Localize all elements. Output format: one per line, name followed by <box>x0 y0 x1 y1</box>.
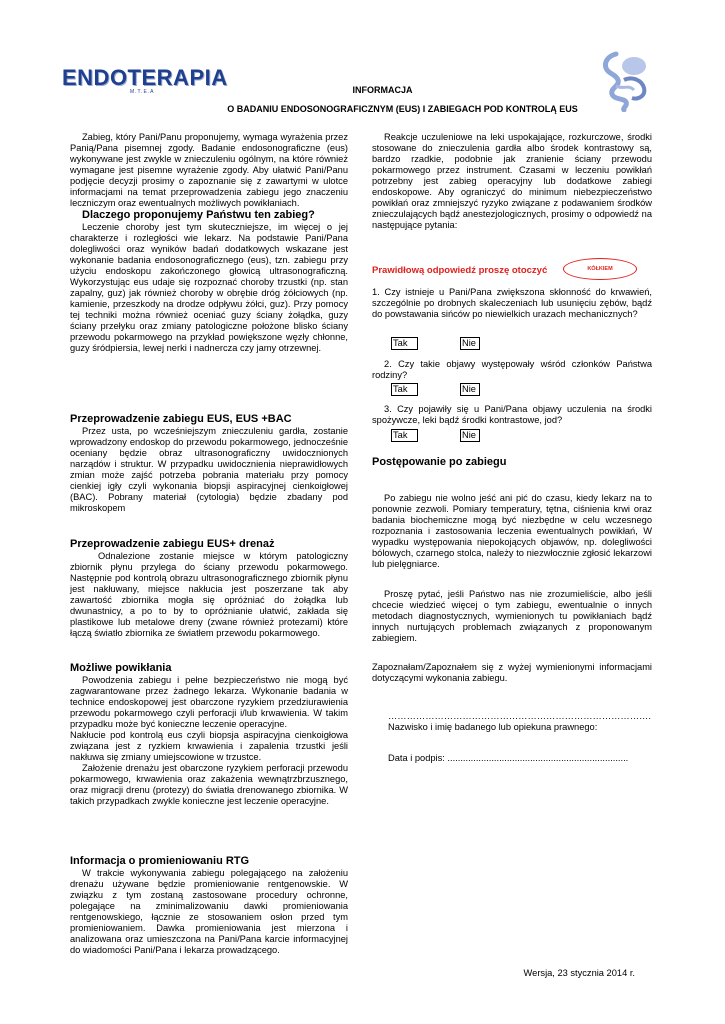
eus-paragraph: Przez usta, po wcześniejszym znieczuleniu gardła, zostanie wprowadzony endoskop do przewodu pokarmowego, jednocześnie oceniany będzie obraz ultrasonograficzny uwidocznionych narządów i struktur. W przypadku uwidocznienia nieprawidłowych zmian może zajść potrzeba pobrania materiału przy pomocy cienkiej igły czyli wykonania biopsji aspiracyjnej cienkoigłowej (BAC). Pobrany materiał (cytologia) będzie zbadany pod mikroskopem <box>70 426 348 513</box>
acknowledgement <box>372 662 652 684</box>
acknowledgement-text: Zapoznałam/Zapoznałem się z wyżej wymienionymi informacjami dotyczącymi wykonania zabiegu. <box>372 662 652 683</box>
reactions-paragraph: Reakcje uczuleniowe na leki uspokajające, rozkurczowe, środki stosowane do znieczulenia gardła albo środek kontrastowy są, bardzo rzadkie, podobnie jak zranienie ściany przewodu pokarmowego przez instrument. Czasami w leczeniu powikłań potrzebny jest zabieg operacyjny lub dodatkowe zabiegi endoskopowe. Aby ograniczyć do minimum niebezpieczeństwo powikłań oraz zmniejszyć ryzyko związane z podawaniem środków znieczulających bądź anestezjologicznych, prosimy o odpowiedź na następujące pytania: <box>372 132 652 230</box>
after-paragraph-2: Proszę pytać, jeśli Państwo nas nie zrozumieliście, albo jeśli chcecie wiedzieć więcej o tym zabiegu, ewentualnie o innych metodach diagnostycznych, wymienionych tu powikłaniach bądź innych nurtujących problemach związanych z proponowanym zabiegiem. <box>372 589 652 643</box>
document-subtitle: O BADANIU ENDOSONOGRAFICZNYM (EUS) I ZABIEGACH POD KONTROLĄ EUS <box>227 104 578 114</box>
drainage-paragraph: Odnalezione zostanie miejsce w którym patologiczny zbiornik płynu przylega do ściany przewodu pokarmowego. Następnie pod kontrolą obrazu ultrasonograficznego zbiornik płynu jest nakłuwany, miejsce nakłucia jest poszerzane tak aby zawartość zbiornika mogła się opróżniać do żołądka lub dwunastnicy, a po to by to opróżnianie ułatwić, zakłada się plastikowe lub metalowe dreny (zwane również protezami) które łączą światło zbiornika ze światłem przewodu pokarmowego. <box>70 551 348 638</box>
questions-section <box>372 589 652 644</box>
section-heading-radiation: Informacja o promieniowaniu RTG <box>70 855 250 867</box>
question-1 <box>372 287 652 320</box>
section-heading-after: Postępowanie po zabiegu <box>372 456 507 468</box>
question-1-text: 1. Czy istnieje u Pani/Pana zwiększona skłonność do krwawień, szczególnie po drobnych skaleczeniach lub usunięciu zębów, bądź do powstawania sińców po niewielkich urazach mechanicznych? <box>372 287 652 319</box>
question-2-text: 2. Czy takie objawy występowały wśród członków Państwa rodziny? <box>372 359 652 380</box>
section-heading-eus: Przeprowadzenie zabiegu EUS, EUS +BAC <box>70 413 292 425</box>
question-2 <box>372 359 652 381</box>
logo-subtext: M.T.E.A <box>130 89 155 95</box>
document-title: INFORMACJA <box>352 85 413 95</box>
logo-text: ENDOTERAPIA <box>62 65 228 90</box>
radiation-paragraph: W trakcie wykonywania zabiegu polegającego na założeniu drenażu używane będzie promieniowanie rentgenowskie. W związku z tym zostaną zastosowane procedury ochronne, polegające na zminimalizowaniu dawki promieniowania rentgenowskiego, łącznie ze stosowaniem osłon przed tym promieniowaniem. Dawka promieniowania jest mierzona i analizowana oraz umieszczona na Pani/Pana karcie informacyjnej do wiadomości Pani/Pana i lekarza prowadzącego. <box>70 868 348 955</box>
q2-yes-option[interactable]: Tak <box>391 383 418 396</box>
question-3 <box>372 404 652 426</box>
why-paragraph: Leczenie choroby jest tym skuteczniejsze, im więcej o jej charakterze i rozległości wie lekarz. Na podstawie Pani/Pana dolegliwości oraz wyników badań dodatkowych wskazane jest wykonanie badania endosonograficznego (eus), tzn. zabiegu przy użyciu endoskopu zakończonego głowicą ultrasonograficzną. Wykorzystując eus udaje się rozpoznać choroby trzustki (np. stan zapalny, guz) jak również choroby w obrębie dróg żółciowych (np. kamienie, przeszkody na drodze odpływu żółci, guz). Przy pomocy tej techniki można również oceniać guzy ściany żołądka, guzy ściany przełyku oraz zmiany patologiczne położone blisko ściany przewodu pokarmowego na przykład powiększone węzły chłonne, guzy śródpiersia, lewej nerki i nadnercza czy jamy otrzewnej. <box>70 222 348 353</box>
after-section <box>372 493 652 570</box>
signature-line: …………………………………………………………………………. <box>388 711 651 721</box>
left-column-section-3 <box>70 538 348 639</box>
circle-instruction: Prawidłową odpowiedź proszę otoczyć <box>372 265 548 276</box>
q3-no-option[interactable]: Nie <box>460 429 480 442</box>
complications-paragraph-3: Założenie drenażu jest obarczone ryzykiem perforacji przewodu pokarmowego, krwawienia oraz zakażenia wewnątrzbrzusznego, oraz migracji drenu (protezy) do światła drenowanego zbiornika. W takich przypadkach zwykle konieczne jest leczenie operacyjne. <box>70 763 348 806</box>
complications-paragraph-2: Nakłucie pod kontrolą eus czyli biopsja aspiracyjna cienkoigłowa związana jest z ryzkiem krwawienia i zapalenia trzustki jeśli nakłuwa się zmiany umiejscowione w trzustce. <box>70 730 348 762</box>
right-column <box>372 132 652 231</box>
section-heading-complications: Możliwe powikłania <box>70 662 172 674</box>
signature-label: Nazwisko i imię badanego lub opiekuna prawnego: <box>388 722 598 732</box>
q3-yes-option[interactable]: Tak <box>391 429 418 442</box>
q1-no-option[interactable]: Nie <box>460 337 480 350</box>
intro-paragraph: Zabieg, który Pani/Panu proponujemy, wymaga wyrażenia przez Panią/Pana pisemnej zgody. Badanie endosonograficzne (eus) wykonywane jest zwykle w znieczuleniu ogólnym, na które również wymagane jest pisemne wyrażenie zgody. Aby ułatwić Pani/Panu podjęcie decyzji prosimy o zapoznanie się z zawartymi w ulotce informacjami na temat przeprowadzenia zabiegu jego znaczeniu leczniczym oraz ewentualnych możliwych powikłaniach. <box>70 132 348 208</box>
after-paragraph-1: Po zabiegu nie wolno jeść ani pić do czasu, kiedy lekarz na to ponownie zezwoli. Pomiary temperatury, tętna, ciśnienia krwi oraz badania biochemiczne mogą być niezbędne w celu wczesnego rozpoznania i zastosowania leczenia ewentualnych powikłań, W wypadku występowania niepokojących objawów, np. dolegliwości bólowych, czarnego stolca, należy to niezwłocznie zgłosić lekarzowi lub pielęgniarce. <box>372 493 652 569</box>
q2-no-option[interactable]: Nie <box>460 383 480 396</box>
section-heading-drainage: Przeprowadzenie zabiegu EUS+ drenaż <box>70 538 275 550</box>
version-date: Wersja, 23 stycznia 2014 r. <box>523 968 635 978</box>
left-column-section-2 <box>70 413 348 514</box>
date-signature-field[interactable]: Data i podpis: ...................................................................... <box>388 753 629 763</box>
question-3-text: 3. Czy pojawiły się u Pani/Pana objawy uczulenia na środki spożywcze, leki bądź środki kontrastowe, jod? <box>372 404 652 425</box>
digestive-tract-icon <box>594 50 656 112</box>
complications-paragraph-1: Powodzenia zabiegu i pełne bezpieczeństwo nie mogą być zagwarantowane przez żadnego lekarza. Wykonanie badania w technice endoskopowej jest obarczone ryzykiem przedziurawienia przewodu pokarmowego czyli perforacji i/lub krwawienia. W takim przypadku może być konieczne leczenie operacyjne. <box>70 675 348 729</box>
circle-badge: KÓŁKIEM <box>563 258 637 280</box>
left-column <box>70 132 348 354</box>
q1-yes-option[interactable]: Tak <box>391 337 418 350</box>
left-column-section-5 <box>70 855 348 956</box>
section-heading-why: Dlaczego proponujemy Państwu ten zabieg? <box>82 209 315 221</box>
left-column-section-4 <box>70 662 348 807</box>
